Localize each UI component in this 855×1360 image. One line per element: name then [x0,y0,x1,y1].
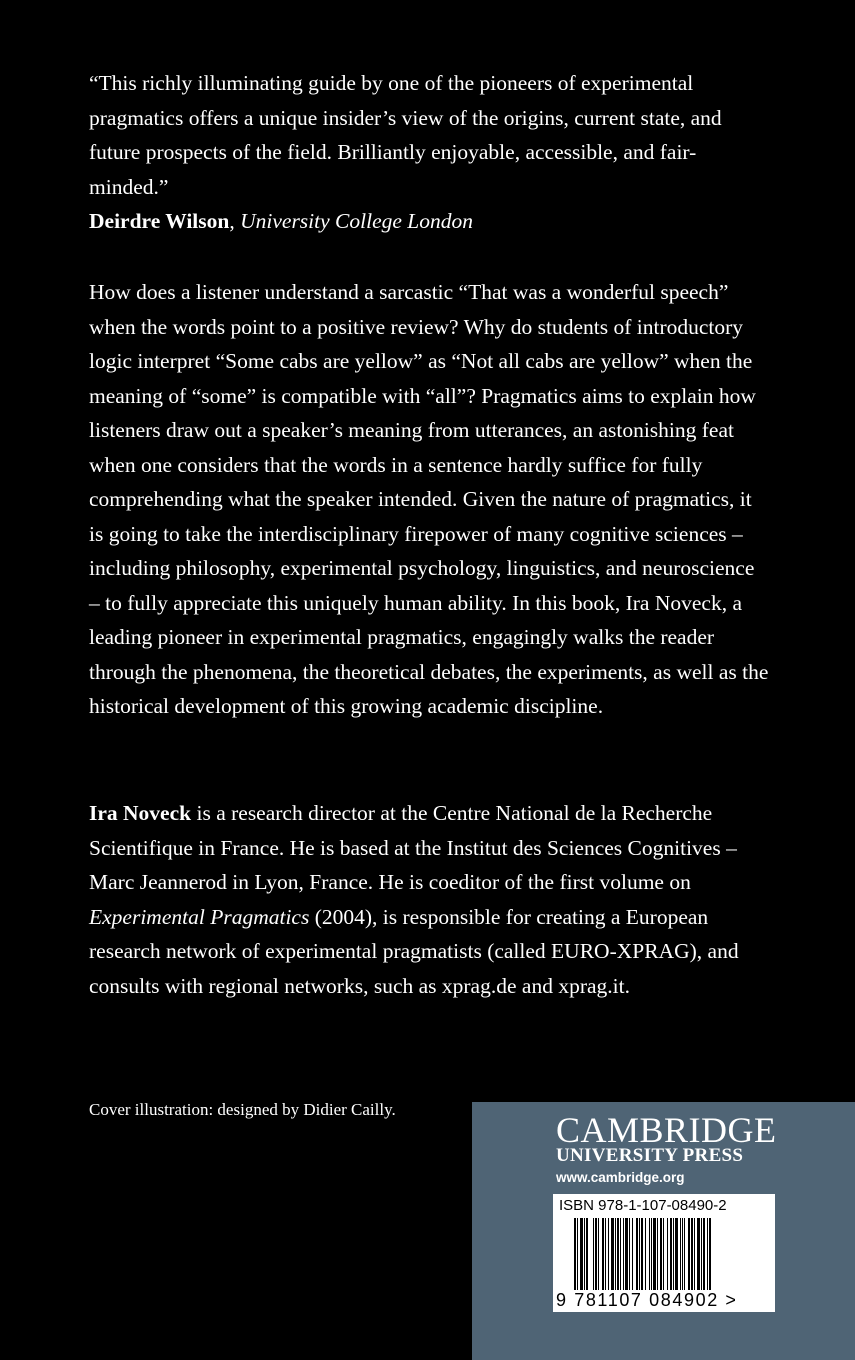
barcode-bars [574,1218,752,1290]
review-quote: “This richly illuminating guide by one of the pioneers of experimental pragmatics offers a unique insider’s view of the origins, current state, and future prospects of the field. Brilliantly enjoyable, accessible, and fair-minded.” [89,71,722,199]
author-bio [89,796,769,1003]
barcode-stripe [711,1218,712,1290]
book-title: Experimental Pragmatics [89,904,310,929]
publisher-logo: CAMBRIDGE [556,1110,777,1150]
bio-text-2: (2004), is responsible for creating a European research network of experimental pragmatists (called EURO-XPRAG), and consults with regional networks, such as xprag.de and xprag.it. [89,904,739,998]
reviewer-affiliation: University College London [240,209,473,233]
cover-credit: Cover illustration: designed by Didier Cailly. [89,1100,396,1119]
publisher-url: www.cambridge.org [556,1170,685,1185]
book-description: How does a listener understand a sarcastic “That was a wonderful speech” when the words point to a positive review? Why do students of introductory logic interpret “Some cabs are yellow” as “Not all cabs are yellow” when the meaning of “some” is compatible with “all”? Pragmatics aims to explain how listeners draw out a speaker’s meaning from utterances, an astonishing feat when one considers that the words in a sentence hardly suffice for fully comprehending what the speaker intended. Given the nature of pragmatics, it is going to take the interdisciplinary firepower of many cognitive sciences – including philosophy, experimental psychology, linguistics, and neuroscience – to fully appreciate this uniquely human ability. In this book, Ira Noveck, a leading pioneer in experimental pragmatics, engagingly walks the reader through the phenomena, the theoretical debates, the experiments, as well as the historical development of this growing academic discipline. [89,280,769,718]
isbn-label: ISBN 978-1-107-08490-2 [559,1197,727,1214]
attribution-separator: , [229,209,241,233]
review-attribution [89,204,769,239]
publisher-panel [472,1102,855,1360]
barcode-digits: 9 781107 084902 > [556,1290,738,1310]
publisher-subtitle: UNIVERSITY PRESS [556,1145,744,1166]
bio-text-1: is a research director at the Centre National de la Recherche Scientifique in France. He is based at the Institut des Sciences Cognitives – Marc Jeannerod in Lyon, France. He is coeditor of the first volume on [89,801,737,894]
reviewer-name: Deirdre Wilson [89,209,230,233]
barcode [553,1194,775,1312]
author-name: Ira Noveck [89,801,192,825]
